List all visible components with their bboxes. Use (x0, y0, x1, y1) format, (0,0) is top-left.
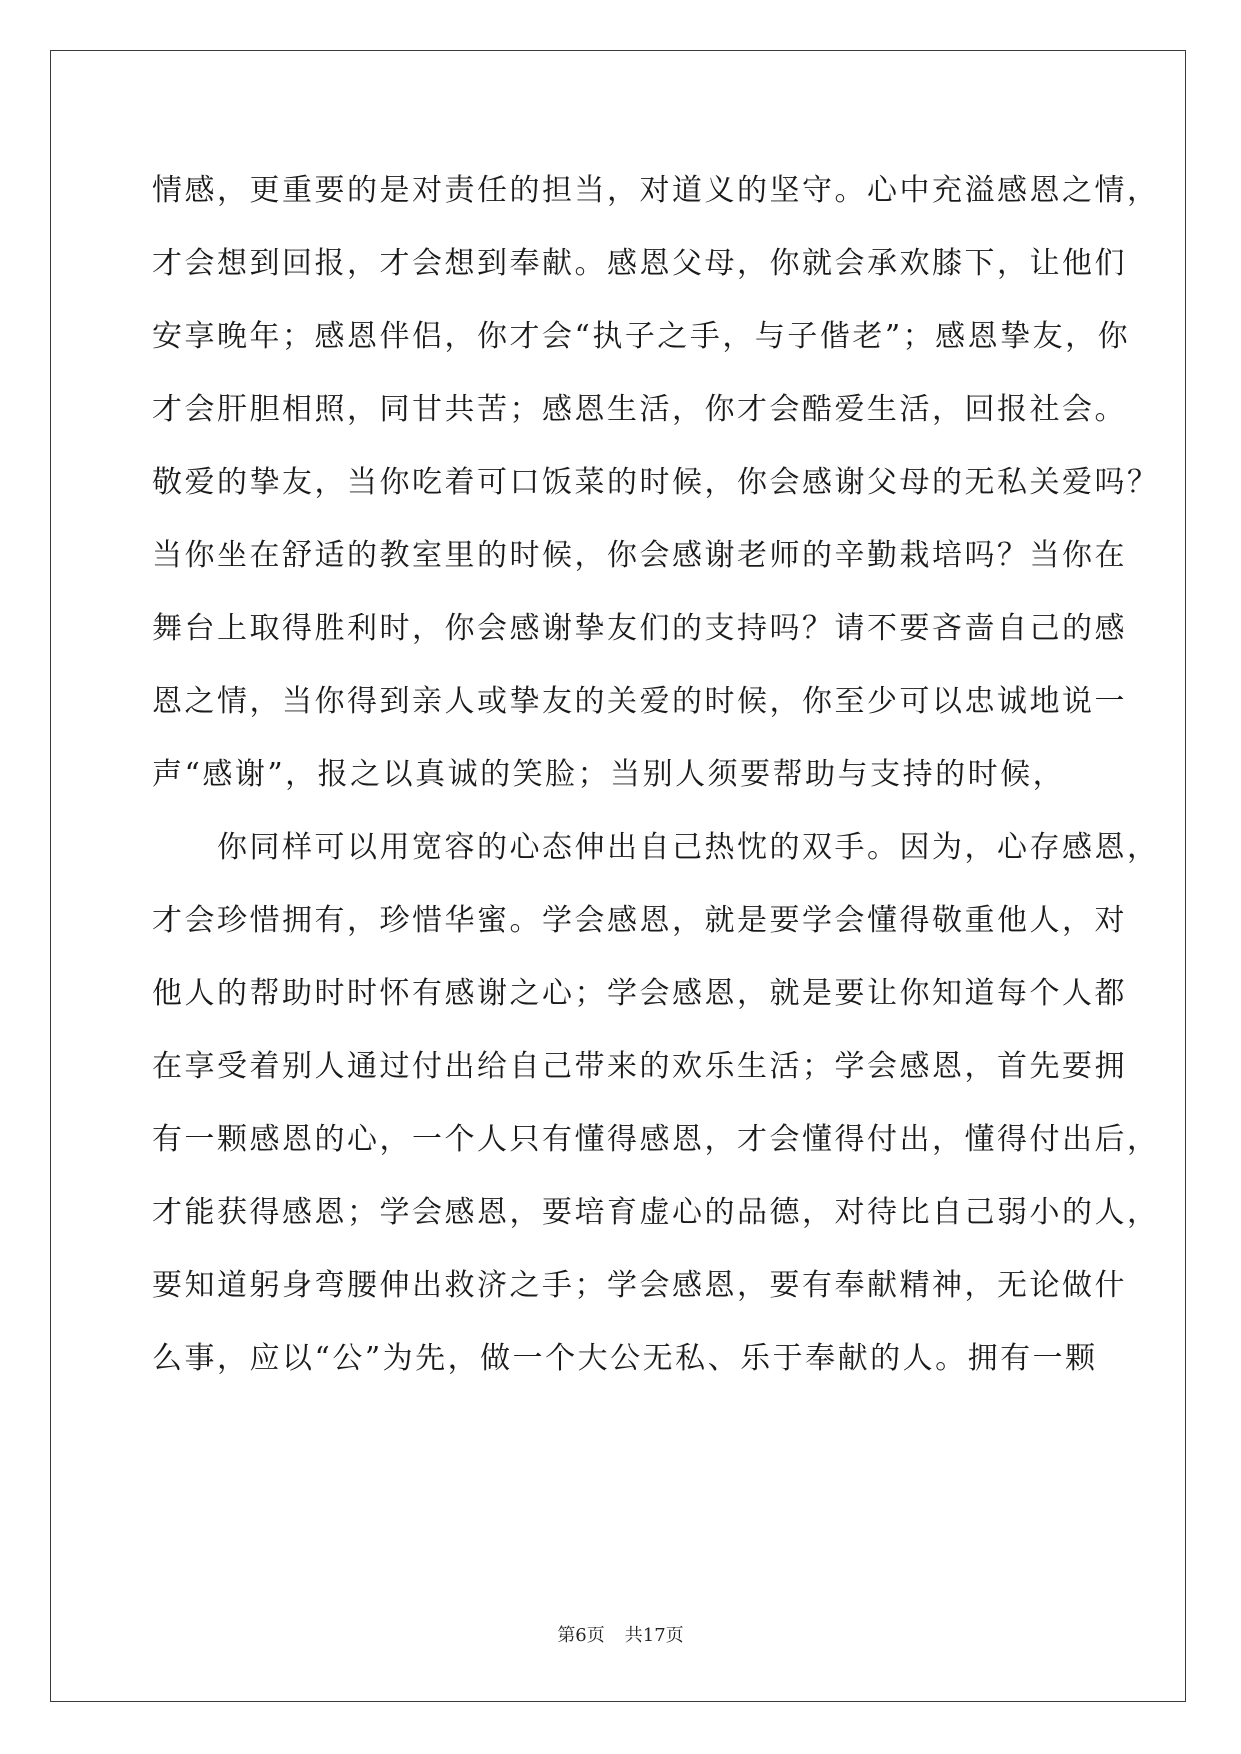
page-border (50, 50, 1186, 1702)
text-line: 么事，应以“公”为先，做一个大公无私、乐于奉献的人。拥有一颗 (152, 1341, 1098, 1376)
text-line: 才会想到回报，才会想到奉献。感恩父母，你就会承欢膝下，让他们 (152, 246, 1127, 281)
text-line: 情感，更重要的是对责任的担当，对道义的坚守。心中充溢感恩之情， (152, 173, 1160, 208)
text-line: 要知道躬身弯腰伸出救济之手；学会感恩，要有奉献精神，无论做什 (152, 1268, 1127, 1303)
text-line: 安享晚年；感恩伴侣，你才会“执子之手，与子偕老”；感恩挚友，你 (152, 319, 1131, 354)
text-line: 当你坐在舒适的教室里的时候，你会感谢老师的辛勤栽培吗？当你在 (152, 538, 1127, 573)
page-footer (0, 1621, 1241, 1647)
text-line: 他人的帮助时时怀有感谢之心；学会感恩，就是要让你知道每个人都 (152, 976, 1127, 1011)
text-line: 才能获得感恩；学会感恩，要培育虚心的品德，对待比自己弱小的人， (152, 1195, 1160, 1230)
text-line: 在享受着别人通过付出给自己带来的欢乐生活；学会感恩，首先要拥 (152, 1049, 1127, 1084)
text-line: 有一颗感恩的心，一个人只有懂得感恩，才会懂得付出，懂得付出后， (152, 1122, 1160, 1157)
text-line: 舞台上取得胜利时，你会感谢挚友们的支持吗？请不要吝啬自己的感 (152, 611, 1127, 646)
total-pages: 共17页 (624, 1625, 684, 1646)
text-line: 才会肝胆相照，同甘共苦；感恩生活，你才会酷爱生活，回报社会。 (152, 392, 1127, 427)
text-line: 你同样可以用宽容的心态伸出自己热忱的双手。因为，心存感恩， (152, 830, 1160, 865)
text-line: 才会珍惜拥有，珍惜华蜜。学会感恩，就是要学会懂得敬重他人，对 (152, 903, 1127, 938)
text-line: 敬爱的挚友，当你吃着可口饭菜的时候，你会感谢父母的无私关爱吗？ (152, 465, 1160, 500)
text-line: 恩之情，当你得到亲人或挚友的关爱的时候，你至少可以忠诚地说一 (152, 684, 1127, 719)
current-page-number: 第6页 (557, 1625, 605, 1646)
text-line: 声“感谢”，报之以真诚的笑脸；当别人须要帮助与支持的时候， (152, 757, 1066, 792)
